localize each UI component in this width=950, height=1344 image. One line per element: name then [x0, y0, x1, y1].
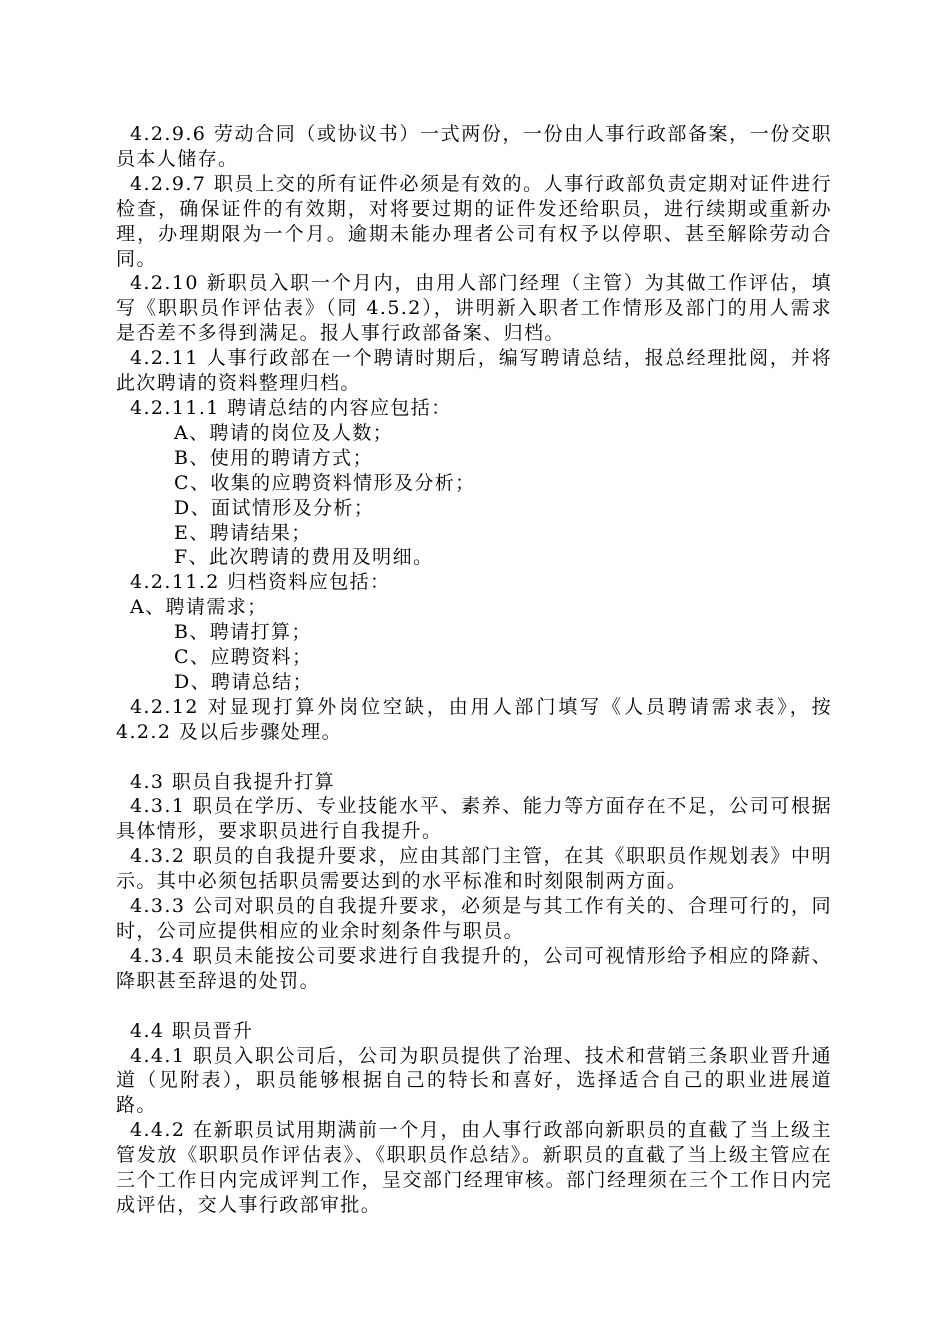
paragraph: 4.4.1 职员入职公司后，公司为职员提供了治理、技术和营销三条职业晋升通道（见附表），职员能够根据自己的特长和喜好，选择适合自己的职业进展道路。	[116, 1044, 832, 1117]
paragraph: 4.3.4 职员未能按公司要求进行自我提升的，公司可视情形给予相应的降薪、降职甚至辞退的处罚。	[116, 944, 832, 992]
list-item: D、面试情形及分析；	[174, 496, 375, 519]
list-item: B、聘请打算；	[174, 621, 312, 644]
paragraph: 4.3.1 职员在学历、专业技能水平、素养、能力等方面存在不足，公司可根据具体情形，要求职员进行自我提升。	[116, 795, 832, 843]
blank-line	[116, 994, 832, 1019]
list-item: F、此次聘请的费用及明细。	[174, 546, 434, 569]
list-item: D、聘请总结；	[174, 670, 314, 693]
paragraph: 4.2.10 新职员入职一个月内，由用人部门经理（主管）为其做工作评估，填写《职职员作评估表》（同 4.5.2），讲明新入职者工作情形及部门的用人需求是否差不多得到满足。报人事行政部备案、归档。	[116, 272, 832, 345]
paragraph: 4.2.11.2 归档资料应包括：	[130, 571, 391, 594]
list-item: C、收集的应聘资料情形及分析；	[174, 471, 476, 494]
list-item: E、聘请结果；	[174, 521, 312, 544]
paragraph: 4.3.2 职员的自我提升要求，应由其部门主管，在其《职职员作规划表》中明示。其中必须包括职员需要达到的水平标准和时刻限制两方面。	[116, 845, 832, 893]
list-item: A、聘请的岗位及人数；	[174, 421, 394, 444]
paragraph: 4.2.11 人事行政部在一个聘请时期后，编写聘请总结，报总经理批阅，并将此次聘请的资料整理归档。	[116, 347, 832, 395]
paragraph: 4.4.2 在新职员试用期满前一个月，由人事行政部向新职员的直截了当上级主管发放《职职员作评估表》、《职职员作总结》。新职员的直截了当上级主管应在三个工作日内完成评判工作，呈交部门经理审核。部门经理须在三个工作日内完成评估，交人事行政部审批。	[116, 1119, 832, 1216]
paragraph: 4.2.9.7 职员上交的所有证件必须是有效的。人事行政部负责定期对证件进行检查，确保证件的有效期，对将要过期的证件发还给职员，进行续期或重新办理，办理期限为一个月。逾期未能办理者公司有权予以停职、甚至解除劳动合同。	[116, 172, 832, 270]
paragraph: 4.2.12 对显现打算外岗位空缺，由用人部门填写《人员聘请需求表》，按 4.2.2 及以后步骤处理。	[116, 695, 832, 743]
list-item: C、应聘资料；	[174, 646, 313, 669]
paragraph: 4.2.9.6 劳动合同（或协议书）一式两份，一份由人事行政部备案，一份交职员本人储存。	[116, 123, 832, 170]
section-heading: 4.4 职员晋升	[130, 1019, 254, 1042]
section-heading: 4.3 职员自我提升打算	[130, 770, 336, 793]
list-item: A、聘请需求；	[130, 596, 268, 619]
paragraph: 4.3.3 公司对职员的自我提升要求，必须是与其工作有关的、合理可行的，同时，公司应提供相应的业余时刻条件与职员。	[116, 895, 832, 942]
list-item: B、使用的聘请方式；	[174, 446, 373, 469]
paragraph: 4.2.11.1 聘请总结的内容应包括：	[130, 396, 452, 419]
blank-line	[116, 745, 832, 770]
